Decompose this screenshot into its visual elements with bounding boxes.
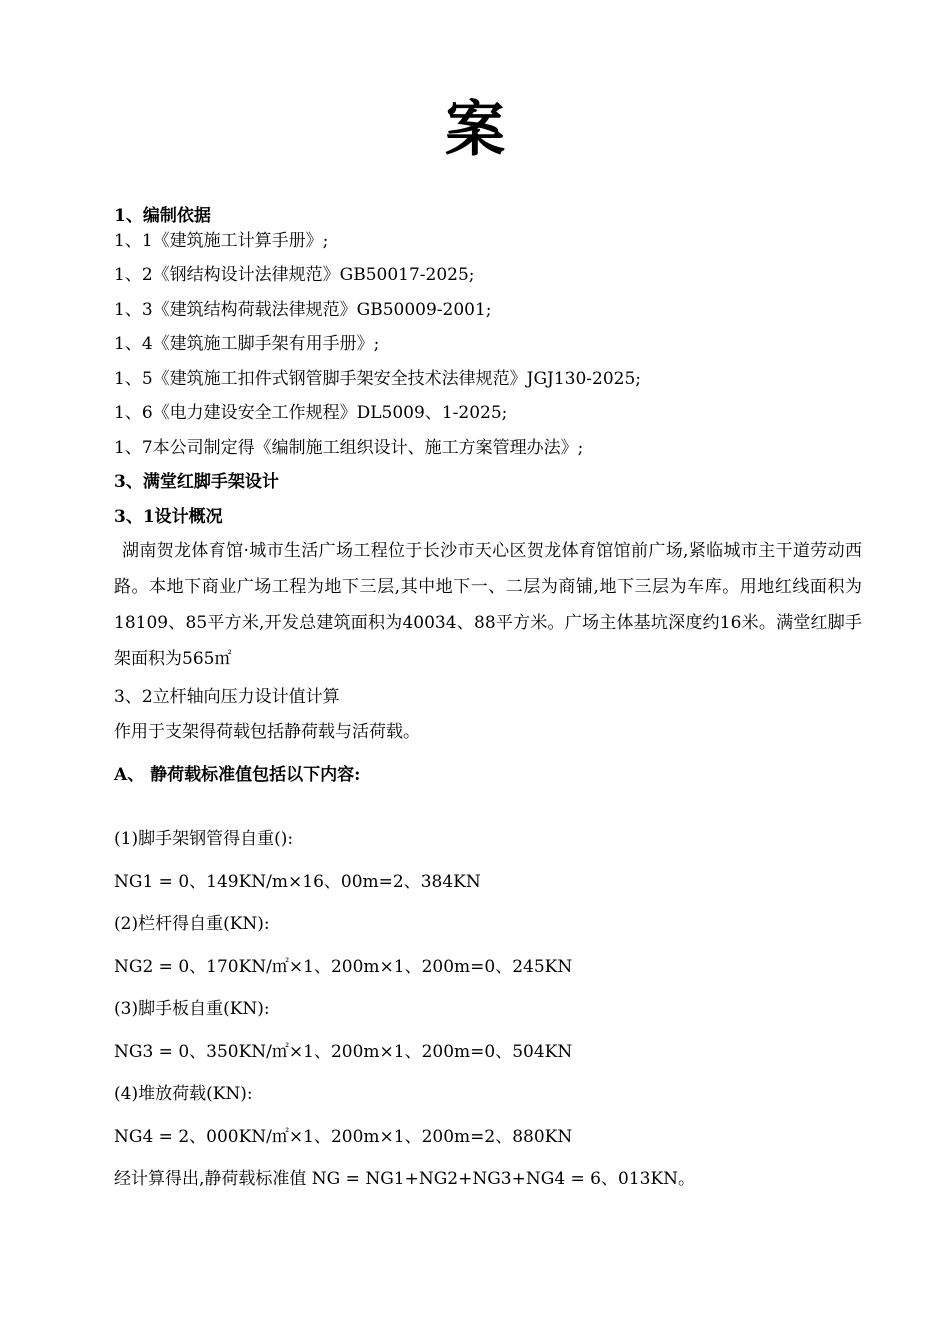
section-heading-design-overview: 3、1设计概况 xyxy=(114,507,223,527)
calc-label: (1)脚手架钢管得自重(): xyxy=(114,829,294,849)
reference-item: 1、5《建筑施工扣件式钢管脚手架安全技术法律规范》JGJ130-2025; xyxy=(114,369,642,389)
reference-item: 1、1《建筑施工计算手册》; xyxy=(114,231,329,251)
reference-item: 1、4《建筑施工脚手架有用手册》; xyxy=(114,334,380,354)
load-intro-text: 作用于支架得荷载包括静荷载与活荷载。 xyxy=(114,722,420,742)
section-heading-compilation-basis: 1、编制依据 xyxy=(114,206,211,226)
calc-label: (3)脚手板自重(KN): xyxy=(114,999,270,1019)
static-load-heading: A、 静荷载标准值包括以下内容: xyxy=(114,765,361,785)
reference-item: 1、3《建筑结构荷载法律规范》GB50009-2001; xyxy=(114,300,492,320)
calc-formula: NG3 = 0、350KN/㎡×1、200m×1、200m=0、504KN xyxy=(114,1042,573,1062)
overview-paragraph: 湖南贺龙体育馆·城市生活广场工程位于长沙市天心区贺龙体育馆馆前广场,紧临城市主干道劳动西路。本地下商业广场工程为地下三层,其中地下一、二层为商铺,地下三层为车库。用地红线面积为18109、85平方米,开发总建筑面积为40034、88平方米。广场主体基坑深度约16米。满堂红脚手架面积为565㎡ xyxy=(114,541,862,669)
calc-label: (2)栏杆得自重(KN): xyxy=(114,914,270,934)
reference-item: 1、2《钢结构设计法律规范》GB50017-2025; xyxy=(114,265,475,285)
calc-formula: NG1 = 0、149KN/m×16、00m=2、384KN xyxy=(114,872,481,892)
reference-item: 1、7本公司制定得《编制施工组织设计、施工方案管理办法》; xyxy=(114,438,584,458)
calc-formula: NG2 = 0、170KN/㎡×1、200m×1、200m=0、245KN xyxy=(114,957,573,977)
calc-label: (4)堆放荷载(KN): xyxy=(114,1084,253,1104)
calc-formula: NG4 = 2、000KN/㎡×1、200m×1、200m=2、880KN xyxy=(114,1127,573,1147)
conclusion-text: 经计算得出,静荷载标准值 NG = NG1+NG2+NG3+NG4 = 6、013KN。 xyxy=(114,1169,696,1189)
page-title: 案 xyxy=(445,95,505,165)
section-heading-axial-force: 3、2立杆轴向压力设计值计算 xyxy=(114,687,340,707)
section-heading-scaffold-design: 3、满堂红脚手架设计 xyxy=(114,472,279,492)
reference-item: 1、6《电力建设安全工作规程》DL5009、1-2025; xyxy=(114,403,508,423)
